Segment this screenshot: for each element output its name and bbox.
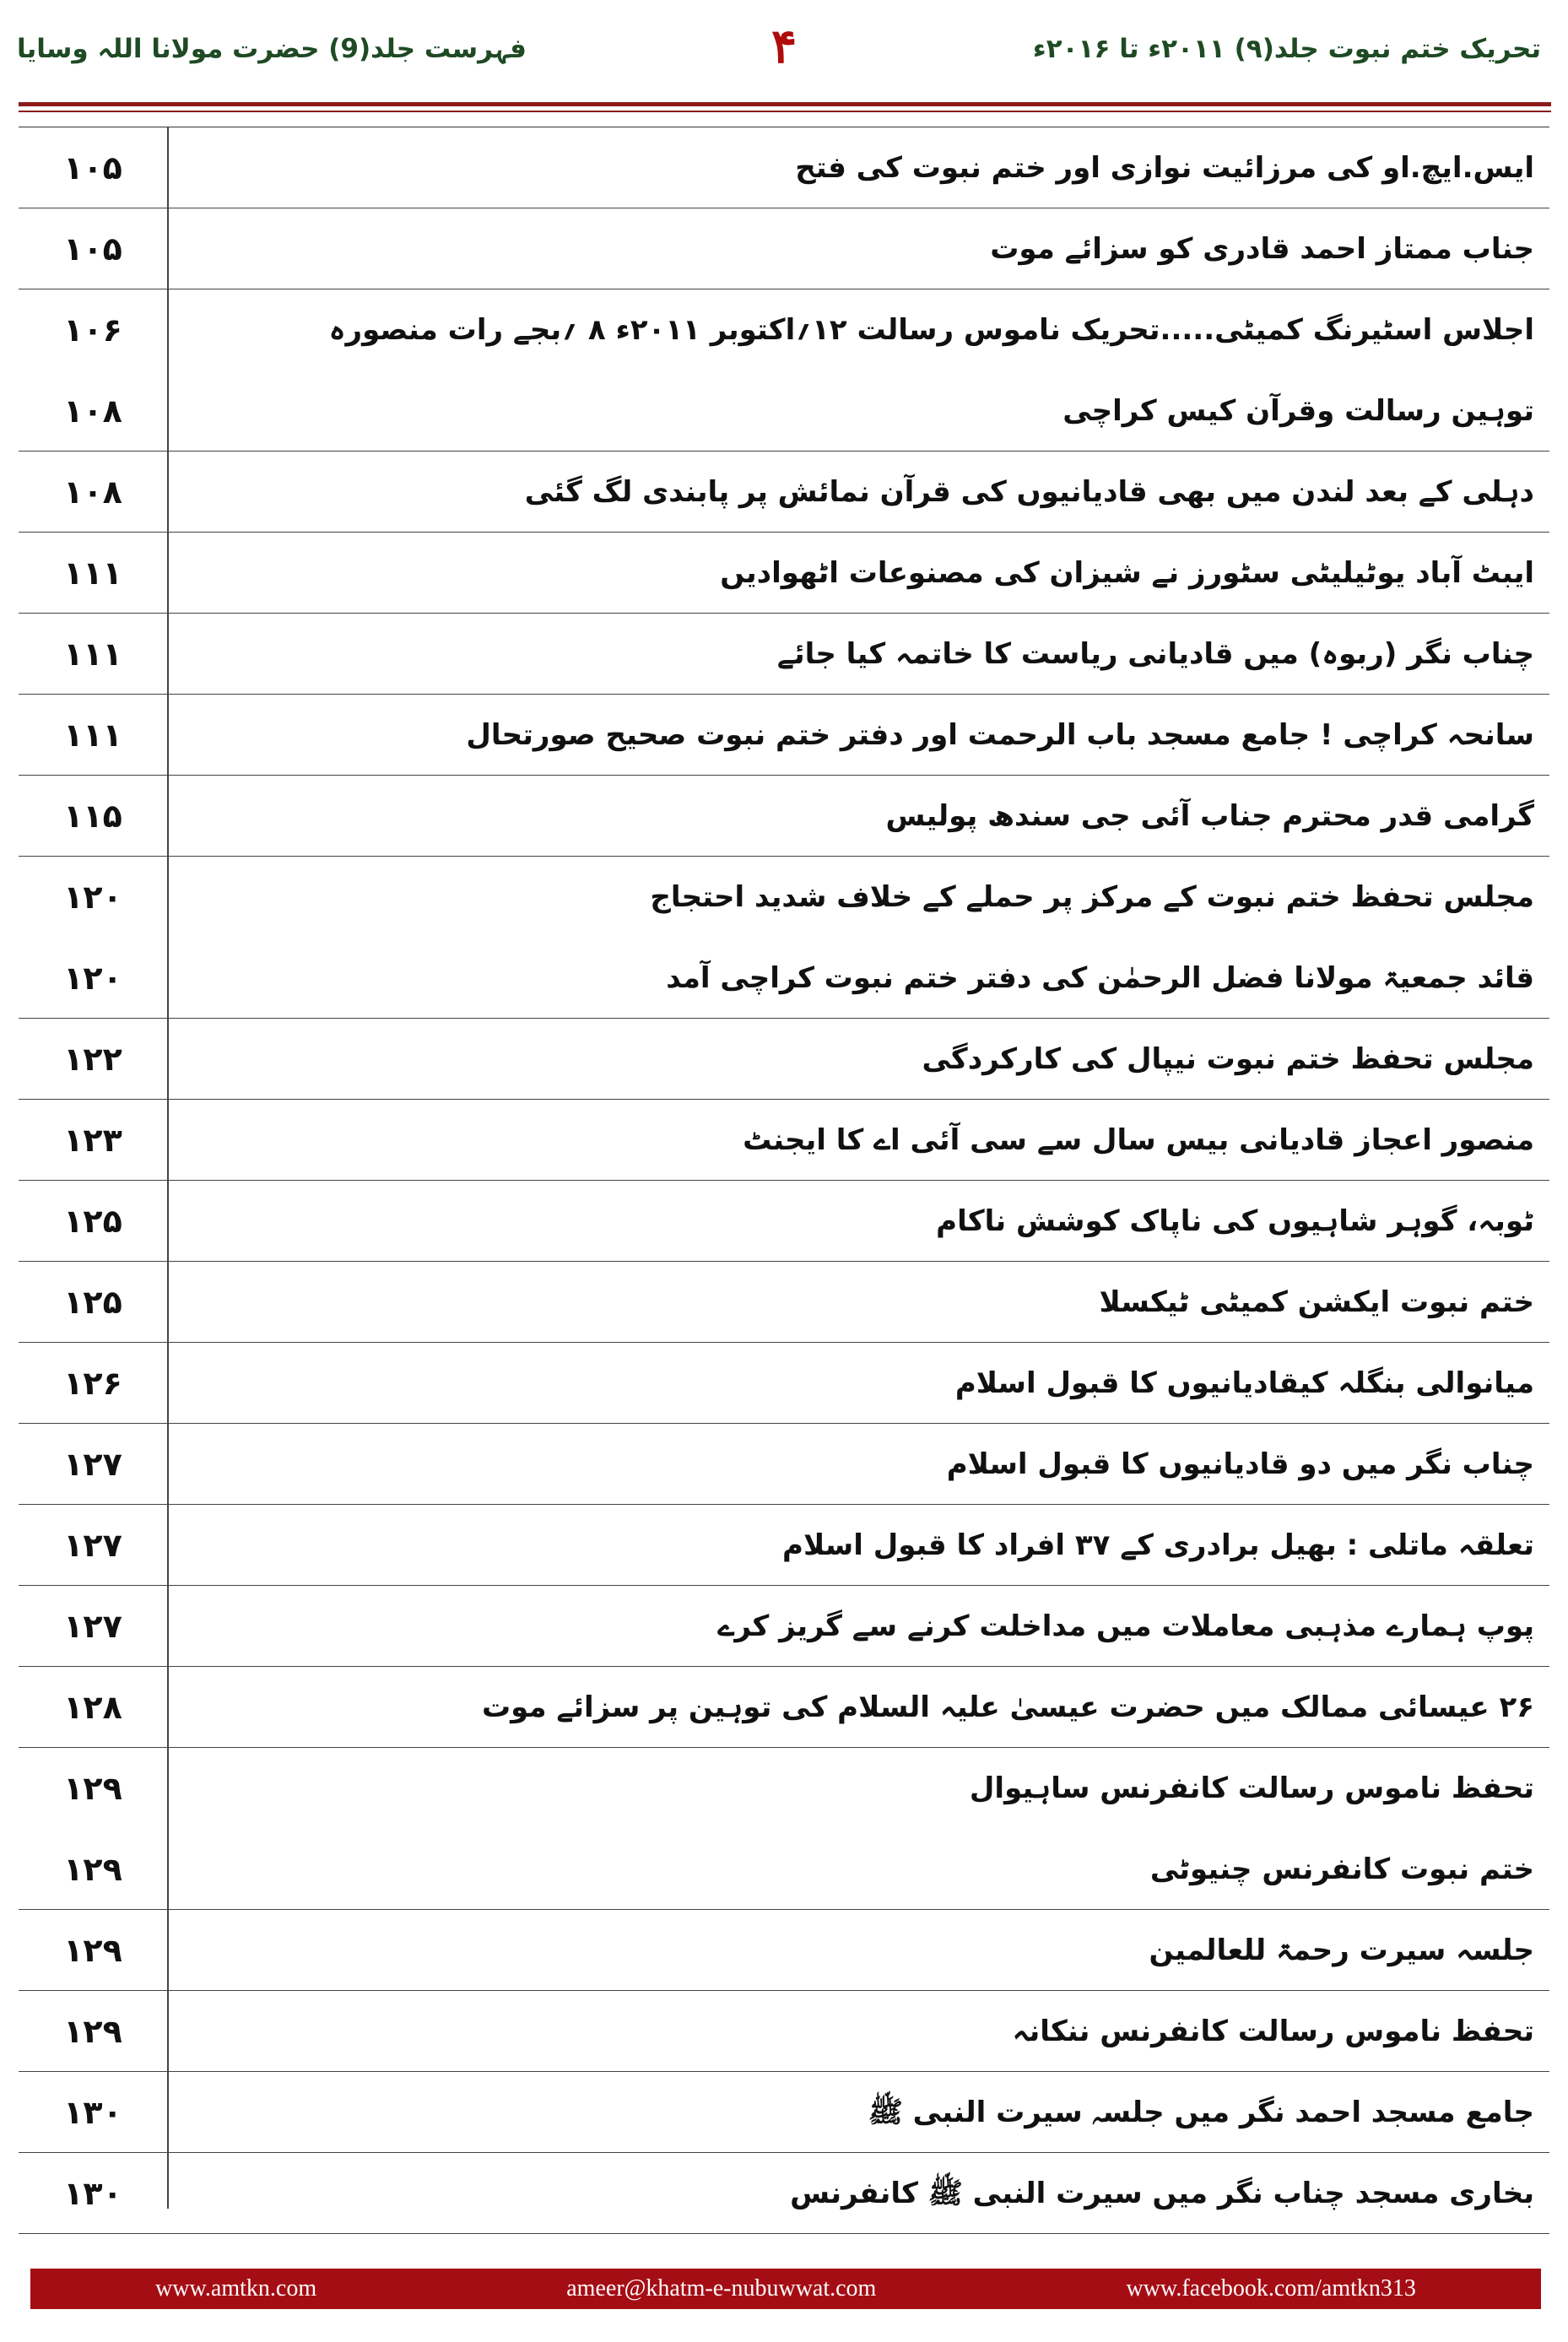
toc-group — [19, 2153, 1549, 2234]
toc-entry-page: ۱۲۰ — [63, 960, 122, 997]
toc-group — [19, 1748, 1549, 1910]
toc-entry-page: ۱۲۵ — [63, 1203, 122, 1240]
book-title: تحریک ختم نبوت جلد(۹) ۲۰۱۱ء تا ۲۰۱۶ء — [1032, 34, 1541, 64]
toc-entry-title: پوپ ہمارے مذہبی معاملات میں مداخلت کرنے سے گریز کرے — [717, 1609, 1534, 1643]
toc-entry — [19, 127, 1549, 208]
toc-entry-page: ۱۲۸ — [63, 1689, 122, 1726]
footer-website[interactable]: www.amtkn.com — [155, 2275, 317, 2301]
toc-entry — [19, 2072, 1549, 2153]
toc-entry-title: جناب ممتاز احمد قادری کو سزائے موت — [990, 232, 1534, 266]
toc-entry-title: دہلی کے بعد لندن میں بھی قادیانیوں کی قرآن نمائش پر پابندی لگ گئی — [524, 475, 1534, 509]
toc-entry-page: ۱۰۵ — [63, 230, 122, 268]
toc-entry — [19, 452, 1549, 533]
toc-entry-page: ۱۲۵ — [63, 1284, 122, 1321]
toc-entry — [19, 1829, 1549, 1910]
toc-entry — [19, 533, 1549, 614]
page-header — [0, 0, 1568, 105]
toc-entry-page: ۱۱۱ — [63, 636, 122, 673]
toc-entry-title: میانوالی بنگلہ کیقادیانیوں کا قبول اسلام — [954, 1366, 1534, 1400]
toc-group — [19, 857, 1549, 1019]
toc-entry-title: مجلس تحفظ ختم نبوت نیپال کی کارکردگی — [922, 1042, 1534, 1076]
toc-entry-page: ۱۲۲ — [63, 1041, 122, 1078]
toc-entry-page: ۱۱۱ — [63, 554, 122, 592]
toc-entry — [19, 1343, 1549, 1424]
toc-entry-title: سانحہ کراچی ! جامع مسجد باب الرحمت اور دفتر ختم نبوت صحیح صورتحال — [466, 718, 1534, 752]
toc-group — [19, 452, 1549, 533]
toc-group — [19, 614, 1549, 695]
toc-entry — [19, 1262, 1549, 1343]
toc-entry — [19, 857, 1549, 938]
toc-entry-page: ۱۱۵ — [63, 798, 122, 835]
header-rule-thin — [19, 111, 1551, 112]
toc-group — [19, 289, 1549, 452]
toc-entry-page: ۱۲۹ — [63, 1770, 122, 1807]
toc-group — [19, 1586, 1549, 1667]
toc-group — [19, 1100, 1549, 1181]
toc-entry-page: ۱۰۸ — [63, 392, 122, 430]
header-rule-thick — [19, 102, 1551, 106]
toc-entry-title: چناب نگر (ربوہ) میں قادیانی ریاست کا خاتمہ کیا جائے — [776, 637, 1534, 671]
toc-entry-title: ایبٹ آباد یوٹیلیٹی سٹورز نے شیزان کی مصنوعات اٹھوادیں — [720, 556, 1534, 590]
toc-entry — [19, 1991, 1549, 2072]
toc-entry — [19, 289, 1549, 371]
toc-entry-title: گرامی قدر محترم جناب آئی جی سندھ پولیس — [885, 799, 1534, 833]
toc-entry — [19, 614, 1549, 695]
toc-entry-title: اجلاس اسٹیرنگ کمیٹی.....تحریک ناموس رسالت ۱۲؍اکتوبر ۲۰۱۱ء ۸ ؍بجے رات منصورہ — [328, 313, 1534, 347]
toc-entry — [19, 938, 1549, 1019]
toc-entry-title: ٹوبہ، گوہر شاہیوں کی ناپاک کوشش ناکام — [936, 1204, 1534, 1238]
toc-entry — [19, 2153, 1549, 2234]
toc-entry — [19, 1586, 1549, 1667]
toc-entry-title: جامع مسجد احمد نگر میں جلسہ سیرت النبی ﷺ — [868, 2096, 1534, 2129]
toc-group — [19, 2072, 1549, 2153]
toc-entry-title: تحفظ ناموس رسالت کانفرنس ساہیوال — [969, 1771, 1534, 1805]
toc-entry-page: ۱۰۵ — [63, 149, 122, 187]
toc-group — [19, 1019, 1549, 1100]
toc-group — [19, 695, 1549, 776]
toc-entry-title: تعلقہ ماتلی : بھیل برادری کے ۳۷ افراد کا قبول اسلام — [782, 1528, 1534, 1562]
toc-entry-page: ۱۲۰ — [63, 879, 122, 916]
toc-entry-page: ۱۱۱ — [63, 717, 122, 754]
toc-entry — [19, 1424, 1549, 1505]
toc-entry-title: ۲۶ عیسائی ممالک میں حضرت عیسیٰ علیہ السلام کی توہین پر سزائے موت — [481, 1690, 1534, 1724]
footer-email[interactable]: ameer@khatm-e-nubuwwat.com — [566, 2275, 877, 2301]
toc-entry — [19, 776, 1549, 857]
toc-entry-page: ۱۳۰ — [63, 2175, 122, 2212]
toc-group — [19, 1343, 1549, 1424]
toc-entry-page: ۱۲۹ — [63, 2013, 122, 2050]
toc-entry — [19, 1181, 1549, 1262]
table-of-contents — [19, 127, 1549, 2212]
toc-entry — [19, 1019, 1549, 1100]
toc-entry-page: ۱۲۷ — [63, 1446, 122, 1483]
toc-entry-page: ۱۰۶ — [63, 311, 122, 349]
toc-group — [19, 776, 1549, 857]
toc-group — [19, 1262, 1549, 1343]
toc-entry-page: ۱۲۳ — [63, 1122, 122, 1159]
toc-group — [19, 1181, 1549, 1262]
toc-entry-title: ختم نبوت ایکشن کمیٹی ٹیکسلا — [1099, 1285, 1534, 1319]
toc-entry-title: جلسہ سیرت رحمۃ للعالمین — [1149, 1934, 1534, 1967]
toc-group — [19, 1424, 1549, 1505]
toc-entry-page: ۱۳۰ — [63, 2094, 122, 2131]
page-number: ۴ — [770, 19, 798, 74]
toc-group — [19, 1505, 1549, 1586]
page-footer — [30, 2269, 1541, 2309]
toc-group — [19, 127, 1549, 208]
toc-entry-title: تحفظ ناموس رسالت کانفرنس ننکانہ — [1012, 2015, 1534, 2048]
toc-entry-page: ۱۲۷ — [63, 1608, 122, 1645]
toc-entry — [19, 695, 1549, 776]
toc-entry — [19, 1505, 1549, 1586]
toc-entry-page: ۱۲۹ — [63, 1932, 122, 1969]
toc-entry-title: بخاری مسجد چناب نگر میں سیرت النبی ﷺ کانفرنس — [790, 2177, 1534, 2210]
toc-entry-page: ۱۲۶ — [63, 1365, 122, 1402]
toc-group — [19, 208, 1549, 289]
toc-entry-page: ۱۲۷ — [63, 1527, 122, 1564]
toc-group — [19, 1991, 1549, 2072]
toc-entry-title: چناب نگر میں دو قادیانیوں کا قبول اسلام — [946, 1447, 1534, 1481]
toc-entry-title: قائد جمعیۃ مولانا فضل الرحمٰن کی دفتر ختم نبوت کراچی آمد — [666, 961, 1534, 995]
toc-entry — [19, 1748, 1549, 1829]
toc-group — [19, 1667, 1549, 1748]
toc-entry-title: ختم نبوت کانفرنس چنیوٹی — [1149, 1853, 1534, 1886]
toc-entry-page: ۱۲۹ — [63, 1851, 122, 1888]
toc-entry — [19, 371, 1549, 452]
toc-entry-title: مجلس تحفظ ختم نبوت کے مرکز پر حملے کے خلاف شدید احتجاج — [650, 880, 1534, 914]
toc-group — [19, 1910, 1549, 1991]
toc-entry-title: توہین رسالت وقرآن کیس کراچی — [1062, 394, 1534, 428]
index-title: فہرست جلد(9) حضرت مولانا اللہ وسایا — [17, 34, 527, 64]
toc-group — [19, 533, 1549, 614]
toc-entry-page: ۱۰۸ — [63, 473, 122, 511]
toc-entry — [19, 208, 1549, 289]
toc-entry — [19, 1100, 1549, 1181]
toc-entry-title: ایس.ایچ.او کی مرزائیت نوازی اور ختم نبوت کی فتح — [795, 151, 1534, 185]
footer-facebook[interactable]: www.facebook.com/amtkn313 — [1126, 2275, 1416, 2301]
toc-entry — [19, 1667, 1549, 1748]
toc-entry-title: منصور اعجاز قادیانی بیس سال سے سی آئی اے کا ایجنٹ — [743, 1123, 1534, 1157]
toc-entry — [19, 1910, 1549, 1991]
